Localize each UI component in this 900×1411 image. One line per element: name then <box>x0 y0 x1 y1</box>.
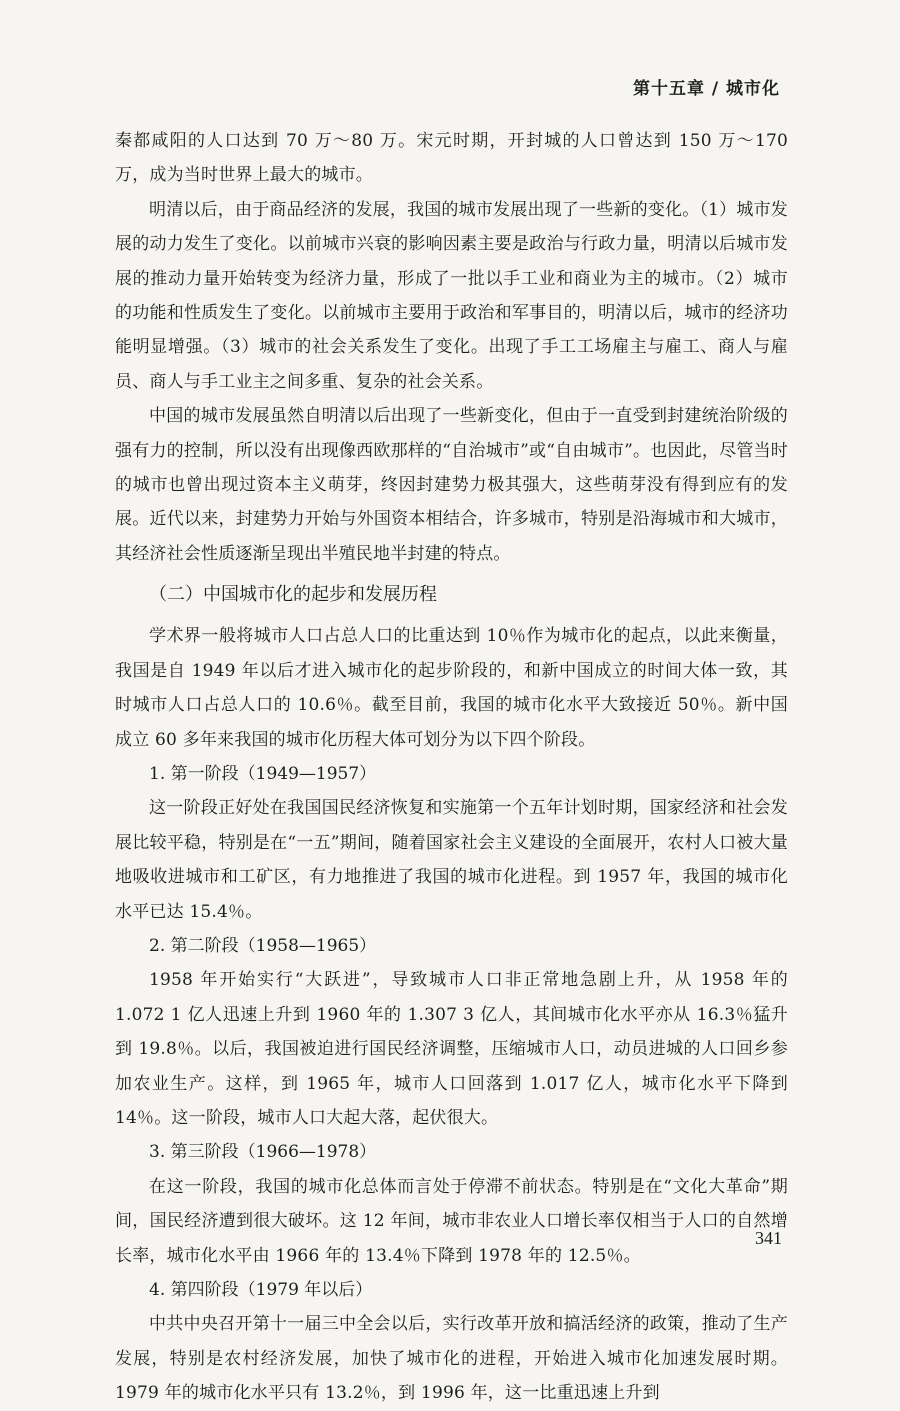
paragraph-intro: 学术界一般将城市人口占总人口的比重达到 10％作为城市化的起点，以此来衡量，我国是自 1949 年以后才进入城市化的起步阶段的，和新中国成立的时间大体一致，其时城市人口占总人口的 10.6％。截至目前，我国的城市化水平大致接近 50％。新中国成立 60 多年来我国的城市化历程大体可划分为以下四个阶段。 <box>115 626 788 750</box>
stage-2-heading: 2. 第二阶段（1958—1965） <box>149 935 377 956</box>
stage-1-text: 这一阶段正好处在我国国民经济恢复和实施第一个五年计划时期，国家经济和社会发展比较平稳，特别是在“一五”期间，随着国家社会主义建设的全面展开，农村人口被大量地吸收进城市和工矿区，有力地推进了我国的城市化进程。到 1957 年，我国的城市化水平已达 15.4％。 <box>115 798 788 922</box>
stage-1-heading: 1. 第一阶段（1949—1957） <box>149 763 377 784</box>
page-number: 341 <box>755 1228 782 1248</box>
paragraph-ming-qing-changes: 明清以后，由于商品经济的发展，我国的城市发展出现了一些新的变化。（1）城市发展的动力发生了变化。以前城市兴衰的影响因素主要是政治与行政力量，明清以后城市发展的推动力量开始转变为经济力量，形成了一批以手工业和商业为主的城市。（2）城市的功能和性质发生了变化。以前城市主要用于政治和军事目的，明清以后，城市的经济功能明显增强。（3）城市的社会关系发生了变化。出现了手工工场雇主与雇工、商人与雇员、商人与手工业主之间多重、复杂的社会关系。 <box>115 199 788 392</box>
stage-3-text: 在这一阶段，我国的城市化总体而言处于停滞不前状态。特别是在“文化大革命”期间，国民经济遭到很大破坏。这 12 年间，城市非农业人口增长率仅相当于人口的自然增长率，城市化水平由 1966 年的 13.4％下降到 1978 年的 12.5％。 <box>115 1176 788 1266</box>
paragraph-feudal-control: 中国的城市发展虽然自明清以后出现了一些新变化，但由于一直受到封建统治阶级的强有力的控制，所以没有出现像西欧那样的“自治城市”或“自由城市”。也因此，尽管当时的城市也曾出现过资本主义萌芽，终因封建势力极其强大，这些萌芽没有得到应有的发展。近代以来，封建势力开始与外国资本相结合，许多城市，特别是沿海城市和大城市，其经济社会性质逐渐呈现出半殖民地半封建的特点。 <box>115 406 788 564</box>
stage-2-text: 1958 年开始实行“大跃进”，导致城市人口非正常地急剧上升，从 1958 年的 1.072 1 亿人迅速上升到 1960 年的 1.307 3 亿人，其间城市化水平亦从 16.3％猛升到 19.8％。以后，我国被迫进行国民经济调整，压缩城市人口，动员进城的人口回乡参加农业生产。这样，到 1965 年，城市人口回落到 1.017 亿人，城市化水平下降到 14％。这一阶段，城市人口大起大落，起伏很大。 <box>115 970 788 1128</box>
chapter-header: 第十五章 / 城市化 <box>632 79 780 99</box>
section-heading: （二）中国城市化的起步和发展历程 <box>149 584 437 606</box>
page-body <box>115 124 788 1411</box>
stage-3-heading: 3. 第三阶段（1966—1978） <box>149 1142 377 1163</box>
paragraph-continuation: 秦都咸阳的人口达到 70 万～80 万。宋元时期，开封城的人口曾达到 150 万～170 万，成为当时世界上最大的城市。 <box>115 131 788 186</box>
stage-4-heading: 4. 第四阶段（1979 年以后） <box>149 1280 373 1300</box>
stage-4-text: 中共中央召开第十一届三中全会以后，实行改革开放和搞活经济的政策，推动了生产发展，特别是农村经济发展，加快了城市化的进程，开始进入城市化加速发展时期。1979 年的城市化水平只有 13.2％，到 1996 年，这一比重迅速上升到 <box>115 1314 788 1404</box>
